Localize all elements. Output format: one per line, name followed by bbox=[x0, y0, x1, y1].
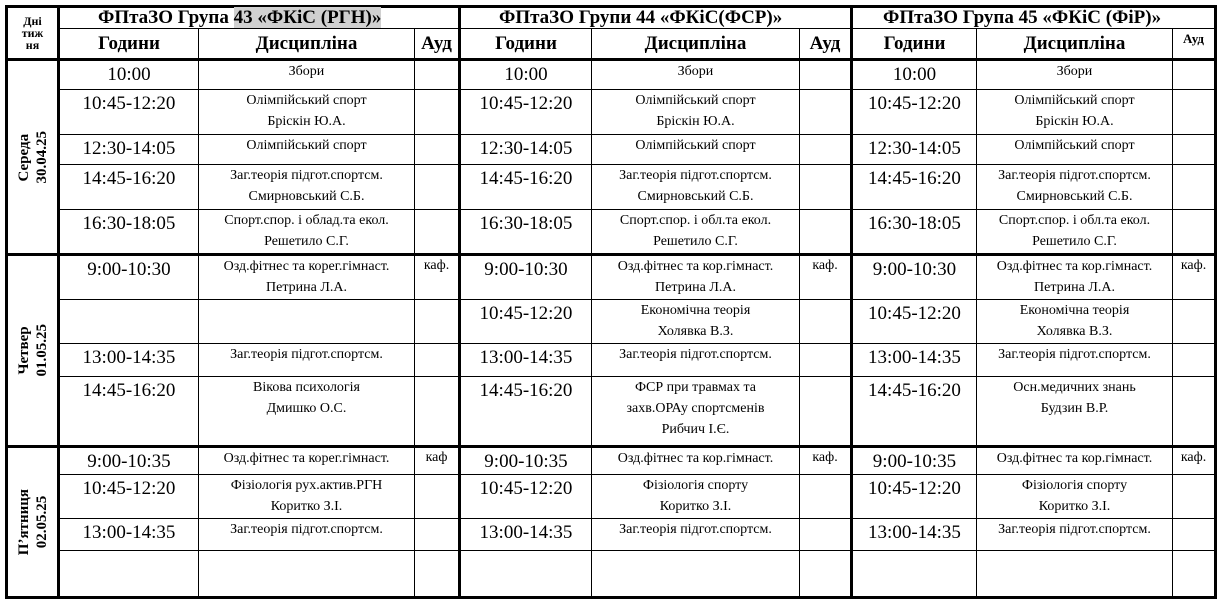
discipline-detail: Петрина Л.А. bbox=[266, 280, 347, 295]
auditorium-cell: каф. bbox=[800, 255, 852, 300]
discipline-detail: Петрина Л.А. bbox=[1034, 280, 1115, 295]
schedule-row bbox=[7, 300, 1216, 344]
discipline-detail: Решетило С.Г. bbox=[653, 234, 738, 249]
time-cell: 12:30-14:05 bbox=[852, 135, 977, 165]
auditorium-cell bbox=[415, 519, 460, 551]
day-label-text bbox=[15, 324, 51, 377]
discipline-detail: Бріскін Ю.А. bbox=[1035, 114, 1114, 129]
auditorium-cell bbox=[1173, 344, 1216, 377]
auditorium-cell bbox=[415, 344, 460, 377]
schedule-table bbox=[5, 5, 1217, 599]
discipline-detail: Решетило С.Г. bbox=[1032, 234, 1117, 249]
discipline-name: Олімпійський спорт bbox=[1014, 138, 1135, 153]
days-header-line: ня bbox=[25, 38, 40, 52]
days-header-line: Дні bbox=[23, 14, 42, 28]
day-name: П’ятниця bbox=[15, 488, 32, 556]
discipline-detail: Дмишко О.С. bbox=[266, 401, 347, 416]
group-header bbox=[59, 7, 460, 29]
auditorium-cell: каф. bbox=[800, 447, 852, 475]
schedule-row bbox=[7, 135, 1216, 165]
discipline-cell bbox=[977, 519, 1173, 551]
auditorium-cell bbox=[800, 165, 852, 210]
discipline-name: Осн.медичних знань bbox=[1013, 380, 1136, 395]
auditorium-cell bbox=[415, 165, 460, 210]
discipline-cell bbox=[199, 344, 415, 377]
discipline-cell bbox=[199, 90, 415, 135]
auditorium-cell: каф. bbox=[415, 255, 460, 300]
discipline-detail: Коритко З.І. bbox=[270, 499, 343, 514]
discipline-cell bbox=[592, 165, 800, 210]
discipline-name: Заг.теорія підгот.спортсм. bbox=[619, 347, 772, 362]
time-cell: 10:00 bbox=[852, 60, 977, 90]
day-cell bbox=[7, 60, 59, 255]
day-date: 02.05.25 bbox=[33, 495, 50, 549]
time-cell: 10:00 bbox=[460, 60, 592, 90]
discipline-cell bbox=[199, 165, 415, 210]
auditorium-cell bbox=[800, 90, 852, 135]
time-cell: 10:00 bbox=[59, 60, 199, 90]
discipline-detail: Смирновський С.Б. bbox=[637, 189, 754, 204]
discipline-name: Озд.фітнес та кор.гімнаст. bbox=[617, 259, 774, 274]
discipline-detail: Смирновський С.Б. bbox=[1016, 189, 1133, 204]
column-header-discipline: Дисципліна bbox=[977, 29, 1173, 60]
discipline-detail: Коритко З.І. bbox=[659, 499, 732, 514]
auditorium-cell bbox=[415, 475, 460, 519]
discipline-cell bbox=[199, 210, 415, 255]
time-cell: 14:45-16:20 bbox=[59, 165, 199, 210]
auditorium-cell bbox=[415, 377, 460, 447]
day-name: Середа bbox=[15, 133, 32, 181]
auditorium-cell bbox=[415, 135, 460, 165]
discipline-name: Озд.фітнес та кор.гімнаст. bbox=[617, 451, 774, 466]
discipline-cell bbox=[592, 300, 800, 344]
discipline-cell bbox=[977, 135, 1173, 165]
discipline-cell bbox=[199, 475, 415, 519]
time-cell: 12:30-14:05 bbox=[460, 135, 592, 165]
discipline-detail: Петрина Л.А. bbox=[655, 280, 736, 295]
discipline-name: Заг.теорія підгот.спортсм. bbox=[619, 168, 772, 183]
time-cell: 10:45-12:20 bbox=[852, 300, 977, 344]
discipline-detail: Смирновський С.Б. bbox=[248, 189, 365, 204]
auditorium-cell bbox=[1173, 135, 1216, 165]
discipline-cell bbox=[977, 165, 1173, 210]
time-cell: 16:30-18:05 bbox=[460, 210, 592, 255]
auditorium-cell bbox=[1173, 60, 1216, 90]
discipline-detail: захв.ОРАу спортсменів bbox=[626, 401, 765, 416]
auditorium-cell bbox=[415, 90, 460, 135]
discipline-cell bbox=[199, 447, 415, 475]
time-cell: 14:45-16:20 bbox=[59, 377, 199, 447]
group-title: ФПтаЗО Група bbox=[98, 7, 234, 28]
discipline-cell bbox=[977, 447, 1173, 475]
time-cell: 14:45-16:20 bbox=[460, 165, 592, 210]
auditorium-cell bbox=[800, 135, 852, 165]
discipline-cell bbox=[199, 135, 415, 165]
discipline-name: Вікова психологія bbox=[253, 380, 360, 395]
discipline-cell bbox=[977, 60, 1173, 90]
column-header-aud: Ауд bbox=[415, 29, 460, 60]
schedule-body bbox=[7, 60, 1216, 598]
discipline-name: Заг.теорія підгот.спортсм. bbox=[230, 347, 383, 362]
discipline-cell bbox=[592, 210, 800, 255]
day-label-text bbox=[15, 489, 51, 555]
discipline-detail: Рибчич І.Є. bbox=[661, 422, 730, 437]
auditorium-cell bbox=[1173, 551, 1216, 598]
time-cell: 16:30-18:05 bbox=[59, 210, 199, 255]
discipline-name: Економічна теорія bbox=[640, 303, 751, 318]
time-cell: 13:00-14:35 bbox=[460, 344, 592, 377]
discipline-cell bbox=[199, 519, 415, 551]
discipline-cell bbox=[977, 90, 1173, 135]
time-cell bbox=[59, 300, 199, 344]
day-label bbox=[8, 324, 57, 377]
time-cell: 10:45-12:20 bbox=[59, 475, 199, 519]
discipline-name: Спорт.спор. і облад.та екол. bbox=[224, 213, 389, 228]
time-cell: 9:00-10:35 bbox=[59, 447, 199, 475]
discipline-name: Озд.фітнес та корег.гімнаст. bbox=[223, 259, 390, 274]
column-header-discipline: Дисципліна bbox=[199, 29, 415, 60]
time-cell: 9:00-10:30 bbox=[852, 255, 977, 300]
discipline-cell bbox=[199, 551, 415, 598]
time-cell: 12:30-14:05 bbox=[59, 135, 199, 165]
auditorium-cell bbox=[800, 519, 852, 551]
auditorium-cell bbox=[1173, 90, 1216, 135]
schedule-row bbox=[7, 60, 1216, 90]
time-cell: 13:00-14:35 bbox=[852, 344, 977, 377]
time-cell: 10:45-12:20 bbox=[460, 90, 592, 135]
discipline-name: Озд.фітнес та кор.гімнаст. bbox=[996, 259, 1153, 274]
column-header-time: Години bbox=[460, 29, 592, 60]
time-cell: 14:45-16:20 bbox=[852, 377, 977, 447]
time-cell bbox=[460, 551, 592, 598]
discipline-cell bbox=[592, 519, 800, 551]
discipline-name: Збори bbox=[1056, 64, 1093, 79]
discipline-name: Заг.теорія підгот.спортсм. bbox=[998, 347, 1151, 362]
day-label bbox=[8, 489, 57, 555]
discipline-detail: Холявка В.З. bbox=[657, 324, 734, 339]
auditorium-cell bbox=[1173, 165, 1216, 210]
schedule-row bbox=[7, 551, 1216, 598]
discipline-cell bbox=[977, 551, 1173, 598]
discipline-name: Заг.теорія підгот.спортсм. bbox=[998, 522, 1151, 537]
auditorium-cell bbox=[415, 551, 460, 598]
schedule-row bbox=[7, 210, 1216, 255]
time-cell: 10:45-12:20 bbox=[460, 300, 592, 344]
auditorium-cell bbox=[800, 377, 852, 447]
group-title-highlight: 43 «ФКіС (РГН)» bbox=[233, 7, 382, 28]
schedule-row bbox=[7, 519, 1216, 551]
discipline-detail: Будзин В.Р. bbox=[1040, 401, 1109, 416]
auditorium-cell bbox=[800, 475, 852, 519]
auditorium-cell: каф. bbox=[1173, 447, 1216, 475]
time-cell bbox=[852, 551, 977, 598]
discipline-name: Олімпійський спорт bbox=[1014, 93, 1135, 108]
discipline-detail: Холявка В.З. bbox=[1036, 324, 1113, 339]
schedule-row bbox=[7, 447, 1216, 475]
discipline-name: Олімпійський спорт bbox=[635, 93, 756, 108]
discipline-name: ФСР при травмах та bbox=[634, 380, 757, 395]
time-cell: 9:00-10:30 bbox=[59, 255, 199, 300]
time-cell: 14:45-16:20 bbox=[460, 377, 592, 447]
discipline-detail: Решетило С.Г. bbox=[264, 234, 349, 249]
day-date: 01.05.25 bbox=[33, 324, 50, 377]
auditorium-cell bbox=[1173, 377, 1216, 447]
group-title: ФПтаЗО Група 45 «ФКіС (ФіР)» bbox=[883, 7, 1162, 28]
schedule-row bbox=[7, 90, 1216, 135]
discipline-cell bbox=[977, 344, 1173, 377]
auditorium-cell bbox=[800, 551, 852, 598]
discipline-name: Заг.теорія підгот.спортсм. bbox=[998, 168, 1151, 183]
discipline-detail: Бріскін Ю.А. bbox=[656, 114, 735, 129]
auditorium-cell bbox=[1173, 475, 1216, 519]
auditorium-cell bbox=[1173, 300, 1216, 344]
discipline-cell bbox=[199, 60, 415, 90]
discipline-name: Заг.теорія підгот.спортсм. bbox=[619, 522, 772, 537]
days-column-header bbox=[7, 7, 59, 60]
time-cell: 13:00-14:35 bbox=[460, 519, 592, 551]
discipline-cell bbox=[199, 300, 415, 344]
group-header bbox=[852, 7, 1216, 29]
auditorium-cell bbox=[800, 60, 852, 90]
auditorium-cell bbox=[800, 344, 852, 377]
day-cell bbox=[7, 255, 59, 447]
discipline-name: Озд.фітнес та кор.гімнаст. bbox=[996, 451, 1153, 466]
discipline-cell bbox=[977, 377, 1173, 447]
discipline-cell bbox=[592, 551, 800, 598]
time-cell: 13:00-14:35 bbox=[59, 519, 199, 551]
time-cell: 10:45-12:20 bbox=[460, 475, 592, 519]
auditorium-cell bbox=[800, 210, 852, 255]
column-header-aud: Ауд bbox=[800, 29, 852, 60]
discipline-name: Фізіологія спорту bbox=[642, 478, 749, 493]
discipline-cell bbox=[592, 135, 800, 165]
auditorium-cell bbox=[1173, 210, 1216, 255]
day-cell bbox=[7, 447, 59, 598]
auditorium-cell: каф bbox=[415, 447, 460, 475]
column-header-discipline: Дисципліна bbox=[592, 29, 800, 60]
discipline-name: Озд.фітнес та корег.гімнаст. bbox=[223, 451, 390, 466]
column-header-aud: Ауд bbox=[1173, 29, 1216, 60]
discipline-name: Заг.теорія підгот.спортсм. bbox=[230, 522, 383, 537]
discipline-name: Економічна теорія bbox=[1019, 303, 1130, 318]
discipline-cell bbox=[592, 475, 800, 519]
discipline-name: Заг.теорія підгот.спортсм. bbox=[230, 168, 383, 183]
day-label bbox=[8, 131, 57, 184]
discipline-name: Спорт.спор. і обл.та екол. bbox=[619, 213, 772, 228]
auditorium-cell bbox=[415, 60, 460, 90]
discipline-cell bbox=[592, 90, 800, 135]
schedule-row bbox=[7, 344, 1216, 377]
discipline-cell bbox=[977, 210, 1173, 255]
discipline-cell bbox=[592, 255, 800, 300]
auditorium-cell: каф. bbox=[1173, 255, 1216, 300]
discipline-detail: Коритко З.І. bbox=[1038, 499, 1111, 514]
discipline-name: Фізіологія спорту bbox=[1021, 478, 1128, 493]
schedule-row bbox=[7, 377, 1216, 447]
discipline-name: Збори bbox=[677, 64, 714, 79]
time-cell: 10:45-12:20 bbox=[59, 90, 199, 135]
time-cell: 13:00-14:35 bbox=[852, 519, 977, 551]
discipline-cell bbox=[977, 300, 1173, 344]
discipline-name: Олімпійський спорт bbox=[635, 138, 756, 153]
group-header-row bbox=[7, 7, 1216, 29]
column-header-row bbox=[7, 29, 1216, 60]
discipline-cell bbox=[592, 60, 800, 90]
time-cell: 10:45-12:20 bbox=[852, 90, 977, 135]
group-title: ФПтаЗО Групи 44 «ФКіС(ФСР)» bbox=[499, 7, 783, 28]
time-cell: 9:00-10:35 bbox=[852, 447, 977, 475]
time-cell: 9:00-10:30 bbox=[460, 255, 592, 300]
schedule-row bbox=[7, 255, 1216, 300]
schedule-row bbox=[7, 165, 1216, 210]
discipline-cell bbox=[977, 475, 1173, 519]
column-header-time: Години bbox=[59, 29, 199, 60]
time-cell: 13:00-14:35 bbox=[59, 344, 199, 377]
group-header bbox=[460, 7, 852, 29]
day-date: 30.04.25 bbox=[33, 130, 50, 184]
discipline-cell bbox=[977, 255, 1173, 300]
discipline-name: Фізіологія рух.актив.РГН bbox=[230, 478, 383, 493]
time-cell bbox=[59, 551, 199, 598]
discipline-cell bbox=[199, 255, 415, 300]
auditorium-cell bbox=[415, 210, 460, 255]
discipline-name: Спорт.спор. і обл.та екол. bbox=[998, 213, 1151, 228]
time-cell: 14:45-16:20 bbox=[852, 165, 977, 210]
day-name: Четвер bbox=[15, 326, 32, 375]
discipline-cell bbox=[592, 447, 800, 475]
time-cell: 9:00-10:35 bbox=[460, 447, 592, 475]
discipline-cell bbox=[592, 377, 800, 447]
column-header-time: Години bbox=[852, 29, 977, 60]
discipline-name: Збори bbox=[288, 64, 325, 79]
auditorium-cell bbox=[800, 300, 852, 344]
discipline-name: Олімпійський спорт bbox=[246, 93, 367, 108]
discipline-cell bbox=[199, 377, 415, 447]
days-header-line: тиж bbox=[21, 26, 44, 40]
discipline-name: Олімпійський спорт bbox=[246, 138, 367, 153]
schedule-row bbox=[7, 475, 1216, 519]
time-cell: 16:30-18:05 bbox=[852, 210, 977, 255]
discipline-detail: Бріскін Ю.А. bbox=[267, 114, 346, 129]
auditorium-cell bbox=[415, 300, 460, 344]
discipline-cell bbox=[592, 344, 800, 377]
auditorium-cell bbox=[1173, 519, 1216, 551]
time-cell: 10:45-12:20 bbox=[852, 475, 977, 519]
day-label-text bbox=[15, 131, 51, 184]
